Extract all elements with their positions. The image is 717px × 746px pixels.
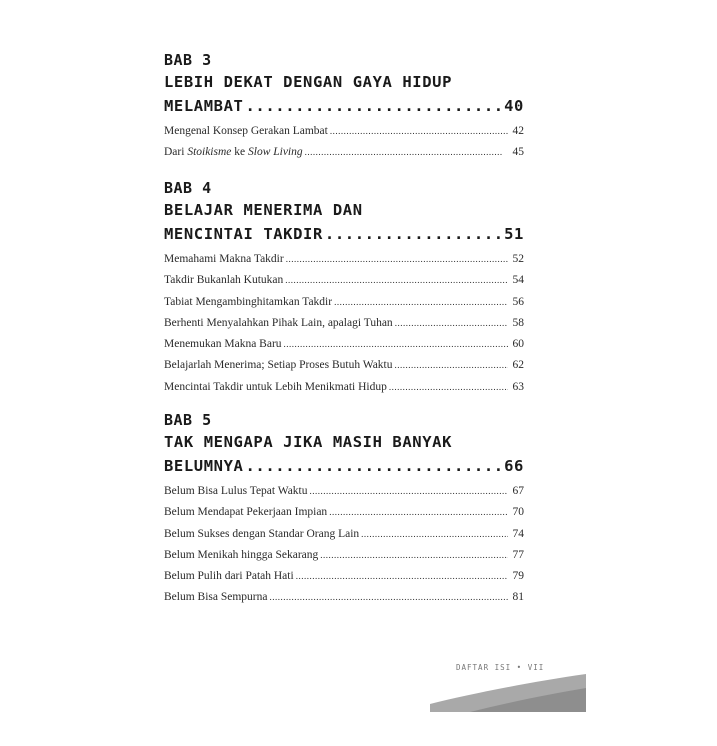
toc-entries xyxy=(164,249,524,398)
toc-entry xyxy=(164,249,524,270)
entry-page-number: 63 xyxy=(512,380,524,393)
entry-page-number: 62 xyxy=(512,359,524,372)
dot-leader xyxy=(284,334,508,355)
toc-entry xyxy=(164,292,524,313)
entry-page-number: 74 xyxy=(512,527,524,540)
entry-title-italic: Stoikisme xyxy=(187,146,232,159)
chapter-title-line: MENCINTAI TAKDIR xyxy=(164,225,323,243)
dot-leader xyxy=(245,454,502,478)
entry-page-number: 56 xyxy=(512,295,524,308)
entry-page-number: 45 xyxy=(512,146,524,159)
entry-title: Takdir Bukanlah Kutukan xyxy=(164,274,284,287)
chapter-3 xyxy=(164,50,524,164)
dot-leader xyxy=(285,270,508,291)
entry-title: Memahami Makna Takdir xyxy=(164,253,284,265)
chapter-title-row xyxy=(164,454,524,478)
entry-title: Berhenti Menyalahkan Pihak Lain, apalagi Tuhan xyxy=(164,316,393,329)
toc-entry xyxy=(164,587,524,608)
entry-page-number: 58 xyxy=(512,316,524,329)
dot-leader xyxy=(320,545,508,566)
entry-title: Mencintai Takdir untuk Lebih Menikmati Hidup xyxy=(164,380,387,393)
dot-leader xyxy=(389,377,508,398)
chapter-5 xyxy=(164,410,524,609)
dot-leader xyxy=(325,222,502,246)
entry-title: Belum Pulih dari Patah Hati xyxy=(164,570,294,583)
chapter-number: BAB 5 xyxy=(164,411,212,429)
toc-entries xyxy=(164,481,524,609)
dot-leader xyxy=(296,566,508,587)
chapter-title-line: BELAJAR MENERIMA DAN xyxy=(164,201,363,219)
chapter-title-row xyxy=(164,94,524,118)
toc-entry xyxy=(164,377,524,398)
entry-title: Belum Bisa Lulus Tepat Waktu xyxy=(164,485,308,497)
toc-entry xyxy=(164,481,524,502)
toc-entry xyxy=(164,524,524,545)
toc-entry xyxy=(164,142,524,163)
entry-page-number: 52 xyxy=(512,253,524,265)
dot-leader xyxy=(329,502,508,523)
entry-title: Belum Mendapat Pekerjaan Impian xyxy=(164,506,328,519)
entry-title-italic: Slow Living xyxy=(248,146,303,159)
entry-title: Belum Menikah hingga Sekarang xyxy=(164,548,319,561)
toc-entries xyxy=(164,121,524,164)
dot-leader xyxy=(305,142,502,163)
entry-title-part: Dari xyxy=(164,146,188,159)
entry-title: Belum Sukses dengan Standar Orang Lain xyxy=(164,527,360,540)
entry-page-number: 79 xyxy=(512,570,524,583)
chapter-page-number: 51 xyxy=(504,225,524,243)
toc-entry xyxy=(164,355,524,376)
entry-title: Belajarlah Menerima; Setiap Proses Butuh Waktu xyxy=(164,359,393,372)
entry-title: Mengenal Konsep Gerakan Lambat xyxy=(164,125,328,137)
chapter-number: BAB 4 xyxy=(164,179,212,197)
dot-leader xyxy=(334,292,508,313)
entry-page-number: 42 xyxy=(512,125,524,137)
entry-page-number: 81 xyxy=(512,591,524,604)
toc-entry xyxy=(164,566,524,587)
dot-leader xyxy=(330,121,508,142)
entry-title: Menemukan Makna Baru xyxy=(164,338,282,351)
toc-entry xyxy=(164,502,524,523)
entry-title: Tabiat Mengambinghitamkan Takdir xyxy=(164,295,333,308)
chapter-number: BAB 3 xyxy=(164,51,212,69)
dot-leader xyxy=(310,481,509,502)
chapter-title-line: MELAMBAT xyxy=(164,97,244,115)
entry-page-number: 54 xyxy=(512,274,524,287)
entry-title xyxy=(164,142,303,163)
chapter-title-line: TAK MENGAPA JIKA MASIH BANYAK xyxy=(164,433,453,451)
chapter-4 xyxy=(164,178,524,398)
dot-leader xyxy=(245,94,502,118)
toc-entry xyxy=(164,121,524,142)
dot-leader xyxy=(361,524,508,545)
dot-leader xyxy=(286,249,508,270)
chapter-title-row xyxy=(164,222,524,246)
dot-leader xyxy=(270,587,509,608)
entry-page-number: 77 xyxy=(512,548,524,561)
dot-leader xyxy=(395,355,509,376)
entry-page-number: 70 xyxy=(512,506,524,519)
corner-decoration xyxy=(430,668,586,712)
page-footer: DAFTAR ISI • VII xyxy=(456,663,545,672)
chapter-title-line: BELUMNYA xyxy=(164,457,244,475)
toc-entry xyxy=(164,270,524,291)
toc-entry xyxy=(164,334,524,355)
entry-title-part: ke xyxy=(231,146,248,159)
chapter-title-line: LEBIH DEKAT DENGAN GAYA HIDUP xyxy=(164,73,453,91)
entry-page-number: 60 xyxy=(512,338,524,351)
chapter-page-number: 66 xyxy=(504,457,524,475)
chapter-page-number: 40 xyxy=(504,97,524,115)
dot-leader xyxy=(395,313,508,334)
entry-title: Belum Bisa Sempurna xyxy=(164,591,268,604)
toc-entry xyxy=(164,545,524,566)
toc-entry xyxy=(164,313,524,334)
entry-page-number: 67 xyxy=(512,485,524,497)
